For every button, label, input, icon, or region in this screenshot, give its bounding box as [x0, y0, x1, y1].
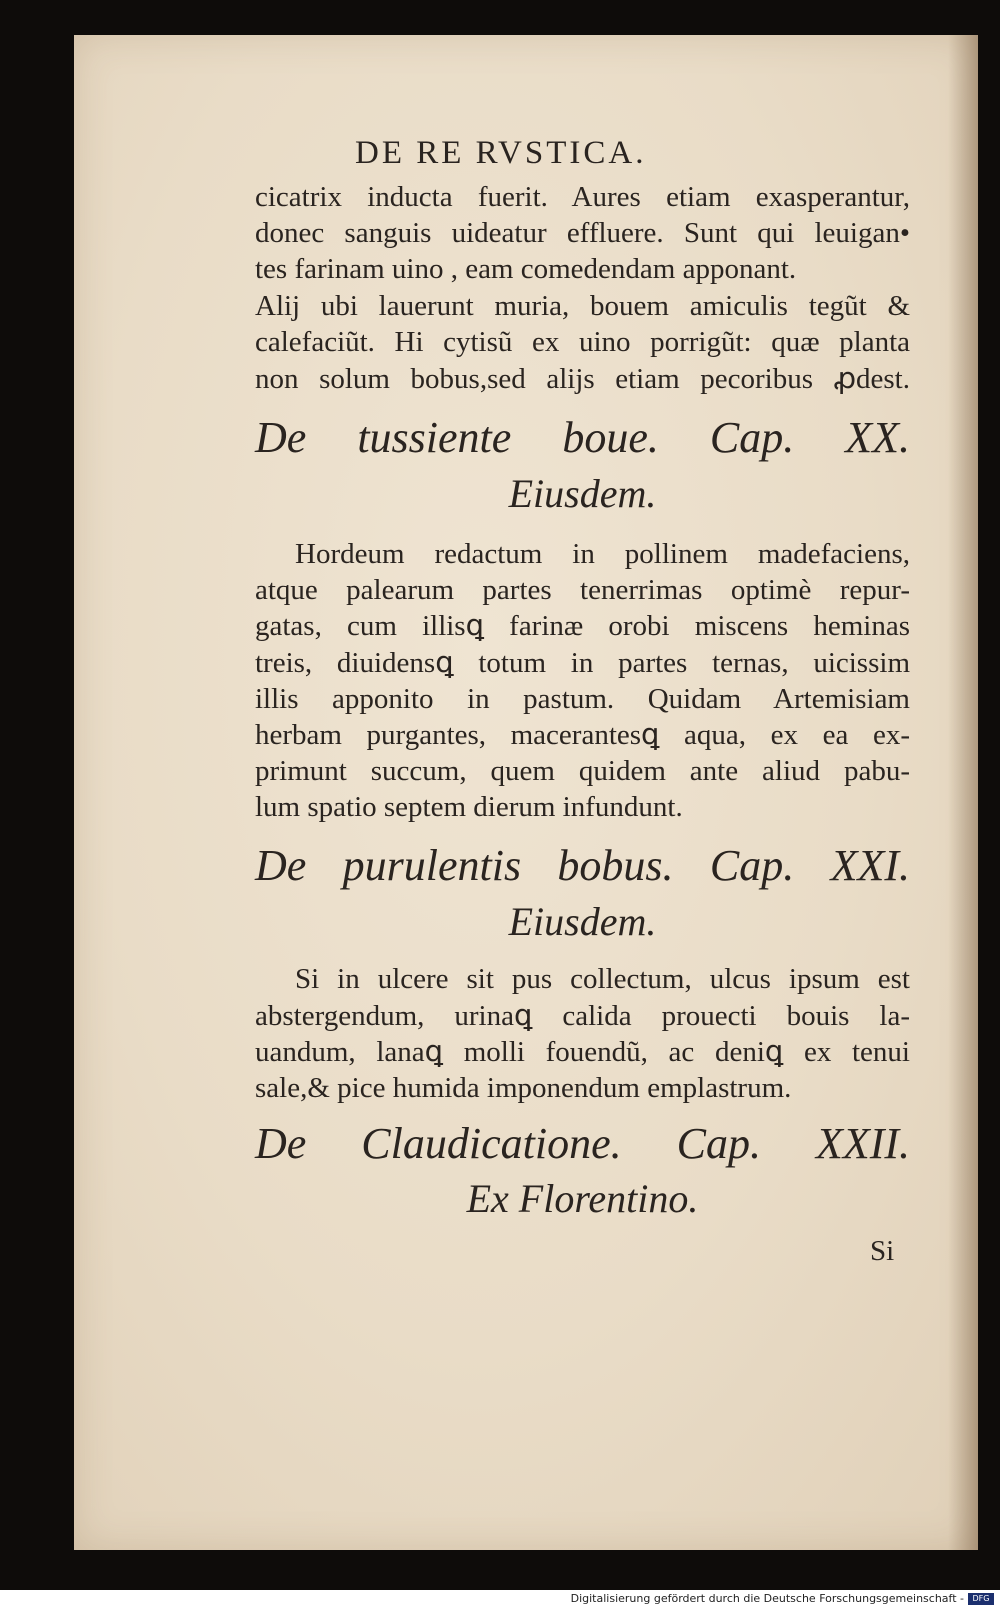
body-line: tes farinam uino , eam comedendam apponant.	[255, 253, 797, 285]
body-line: calefaciũt. Hi cytisũ ex uino porrigũt: quæ planta	[255, 326, 910, 358]
body-line: Hordeum redactum in pollinem madefaciens,	[295, 538, 910, 570]
body-line: sale,& pice humida imponendum emplastrum.	[255, 1072, 792, 1104]
body-line: non solum bobus,sed alijs etiam pecoribus ꝓdest.	[255, 363, 910, 395]
chapter-source-22: Ex Florentino.	[466, 1176, 699, 1221]
body-line: Alij ubi lauerunt muria, bouem amiculis tegũt &	[255, 290, 910, 322]
chapter-source-21: Eiusdem.	[508, 899, 657, 944]
footer-credit: Digitalisierung gefördert durch die Deutsche Forschungsgemeinschaft -	[570, 1592, 964, 1605]
body-line: abstergendum, urinaꝗ calida prouecti bouis la-	[255, 1000, 910, 1032]
body-line: illis apponito in pastum. Quidam Artemisiam	[255, 683, 910, 715]
body-line: primunt succum, quem quidem ante aliud pabu-	[255, 755, 910, 787]
body-line: uandum, lanaꝗ molli fouendũ, ac deniꝗ ex tenui	[255, 1036, 910, 1068]
chapter-heading-22: De Claudicatione. Cap. XXII.	[255, 1119, 910, 1168]
dfg-logo-icon: DFG	[968, 1593, 994, 1605]
body-line: donec sanguis uideatur effluere. Sunt qui leuigan•	[255, 217, 910, 249]
chapter-source-20: Eiusdem.	[508, 471, 657, 516]
chapter-heading-20: De tussiente boue. Cap. XX.	[255, 413, 910, 462]
digitization-footer	[0, 1590, 1000, 1609]
body-line: lum spatio septem dierum infundunt.	[255, 791, 683, 823]
page-edge-shadow	[948, 35, 978, 1550]
body-line: cicatrix inducta fuerit. Aures etiam exasperantur,	[255, 181, 910, 213]
body-line: treis, diuidensꝗ totum in partes ternas, uicissim	[255, 647, 910, 679]
body-line: herbam purgantes, macerantesꝗ aqua, ex ea ex-	[255, 719, 910, 751]
running-header: DE RE RVSTICA.	[355, 135, 647, 171]
chapter-heading-21: De purulentis bobus. Cap. XXI.	[255, 841, 910, 890]
catchword: Si	[870, 1235, 895, 1267]
body-line: Si in ulcere sit pus collectum, ulcus ipsum est	[295, 963, 910, 995]
body-line: gatas, cum illisꝗ farinæ orobi miscens heminas	[255, 610, 910, 642]
body-line: atque palearum partes tenerrimas optimè repur-	[255, 574, 910, 606]
